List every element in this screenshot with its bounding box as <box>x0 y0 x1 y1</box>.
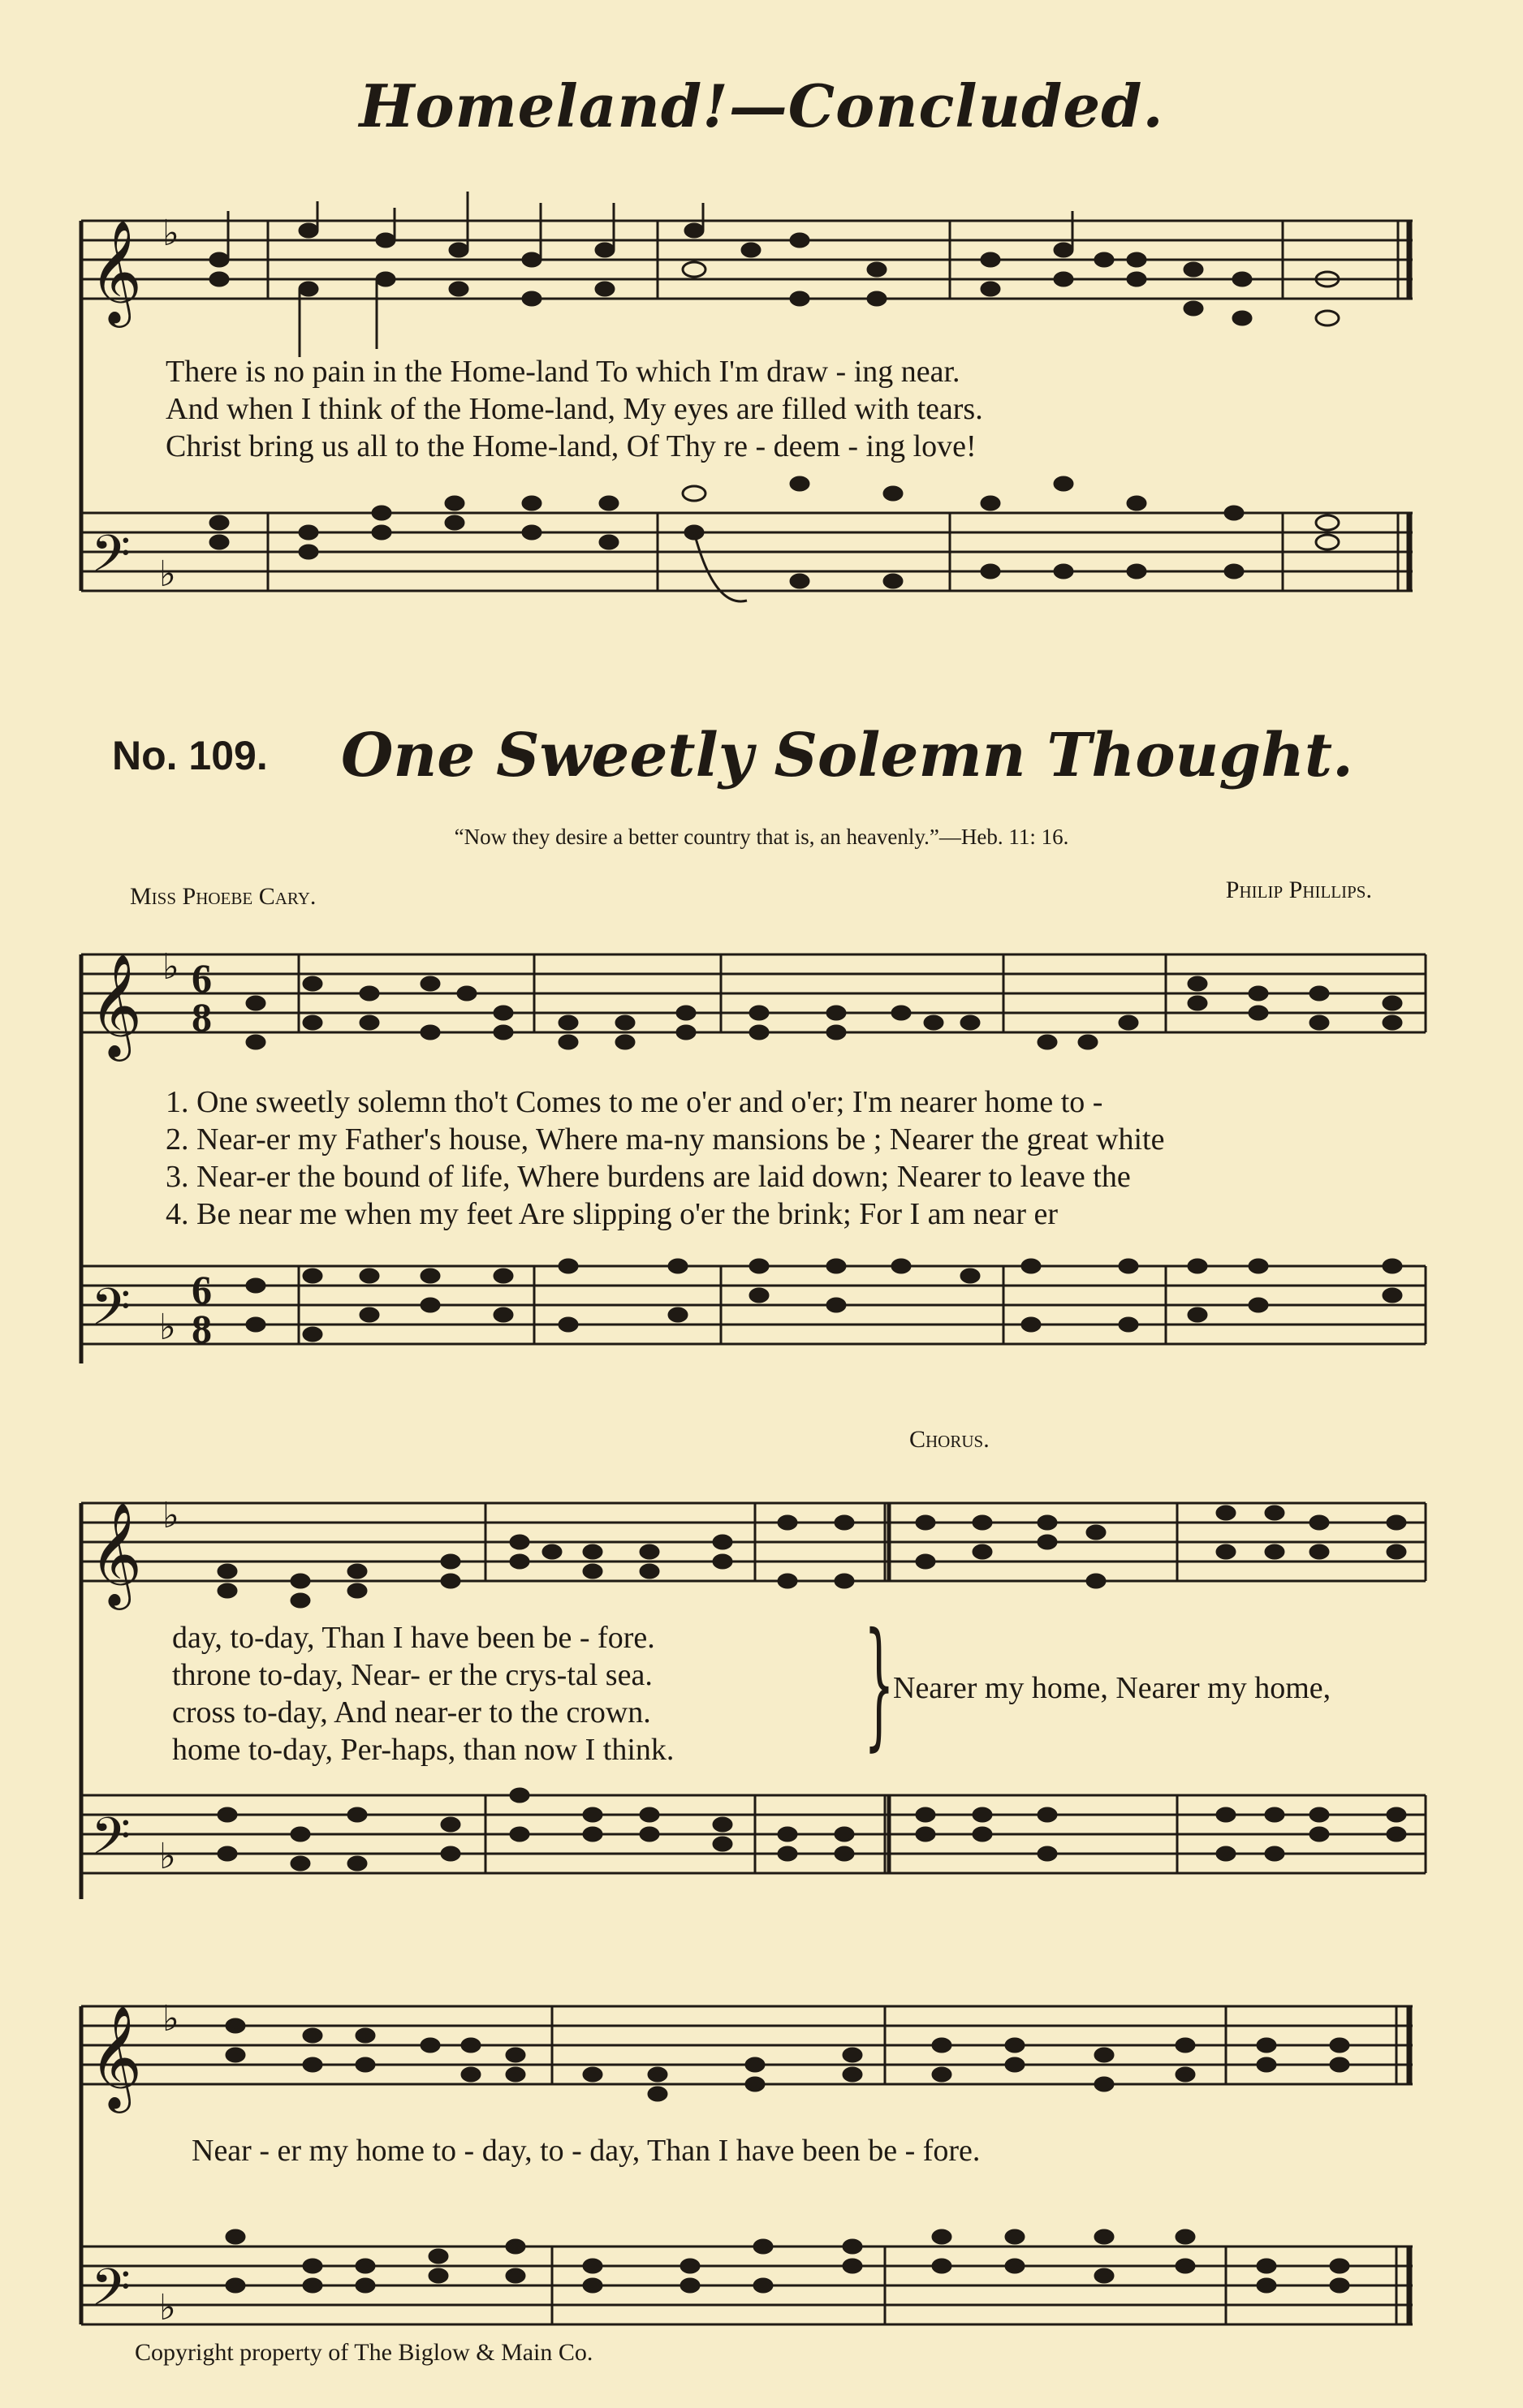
chorus-line-2: Near - er my home to - day, to - day, Than I have been be - fore. <box>192 2134 981 2168</box>
svg-text:𝄢: 𝄢 <box>91 2257 131 2329</box>
svg-text:♭: ♭ <box>162 1999 179 2039</box>
svg-text:𝄞: 𝄞 <box>89 1501 143 1605</box>
flat-icon: ♭ <box>162 213 179 253</box>
svg-text:6: 6 <box>192 955 212 1001</box>
composer: Philip Phillips. <box>1225 877 1372 903</box>
svg-text:𝄞: 𝄞 <box>89 2005 143 2109</box>
verse-line-3: 3. Near-er the bound of life, Where burdens are laid down; Nearer to leave the <box>166 1160 1131 1194</box>
chorus-label: Chorus. <box>909 1426 990 1453</box>
svg-text:♭: ♭ <box>159 2288 176 2328</box>
bass-clef-icon: 𝄢 <box>91 523 131 596</box>
section1-lyric-line-1: There is no pain in the Home-land To which I'm draw - ing near. <box>166 355 960 389</box>
treble-clef-icon: 𝄞 <box>89 219 143 323</box>
bass-notes-4 <box>227 2230 1348 2292</box>
treble-notes-1 <box>210 192 1339 357</box>
author: Miss Phoebe Cary. <box>130 883 317 910</box>
treble-notes-4 <box>227 2019 1348 2100</box>
section1-lyric-line-2: And when I think of the Home-land, My eyes are filled with tears. <box>166 392 983 426</box>
brace-icon: } <box>864 1604 895 1764</box>
verse-line-1: 1. One sweetly solemn tho't Comes to me o'er and o'er; I'm nearer home to - <box>166 1085 1103 1119</box>
verse-line-4: 4. Be near me when my feet Are slipping o'er the brink; For I am near er <box>166 1197 1058 1231</box>
svg-text:𝄢: 𝄢 <box>91 1806 131 1878</box>
svg-text:♭: ♭ <box>162 1496 179 1536</box>
section1-title: Homeland!—Concluded. <box>359 71 1164 140</box>
copyright: Copyright property of The Biglow & Main Co. <box>135 2339 593 2366</box>
flat-icon: ♭ <box>159 554 176 594</box>
svg-text:♭: ♭ <box>159 1837 176 1876</box>
svg-text:6: 6 <box>192 1267 212 1312</box>
verse-ending-4: home to-day, Per-haps, than now I think. <box>172 1733 675 1767</box>
svg-text:8: 8 <box>192 1306 212 1351</box>
svg-text:♭: ♭ <box>159 1307 176 1347</box>
verse-ending-3: cross to-day, And near-er to the crown. <box>172 1695 651 1730</box>
bass-notes-2 <box>247 1260 1401 1341</box>
bass-notes-3 <box>218 1789 1405 1870</box>
svg-text:♭: ♭ <box>162 947 179 987</box>
bass-notes-1 <box>210 477 1339 601</box>
svg-text:8: 8 <box>192 994 212 1040</box>
chorus-line-1: Nearer my home, Nearer my home, <box>893 1671 1331 1705</box>
hymn-number: No. 109. <box>112 733 268 778</box>
section1-lyric-line-3: Christ bring us all to the Home-land, Of Thy re - deem - ing love! <box>166 429 977 463</box>
svg-text:𝄞: 𝄞 <box>89 953 143 1057</box>
epigraph: “Now they desire a better country that is, an heavenly.”—Heb. 11: 16. <box>454 825 1069 849</box>
section2-title: One Sweetly Solemn Thought. <box>341 721 1353 790</box>
verse-ending-2: throne to-day, Near- er the crys-tal sea. <box>172 1658 653 1692</box>
verse-line-2: 2. Near-er my Father's house, Where ma-ny mansions be ; Nearer the great white <box>166 1122 1165 1157</box>
verse-ending-1: day, to-day, Than I have been be - fore. <box>172 1621 655 1655</box>
svg-text:𝄢: 𝄢 <box>91 1277 131 1349</box>
